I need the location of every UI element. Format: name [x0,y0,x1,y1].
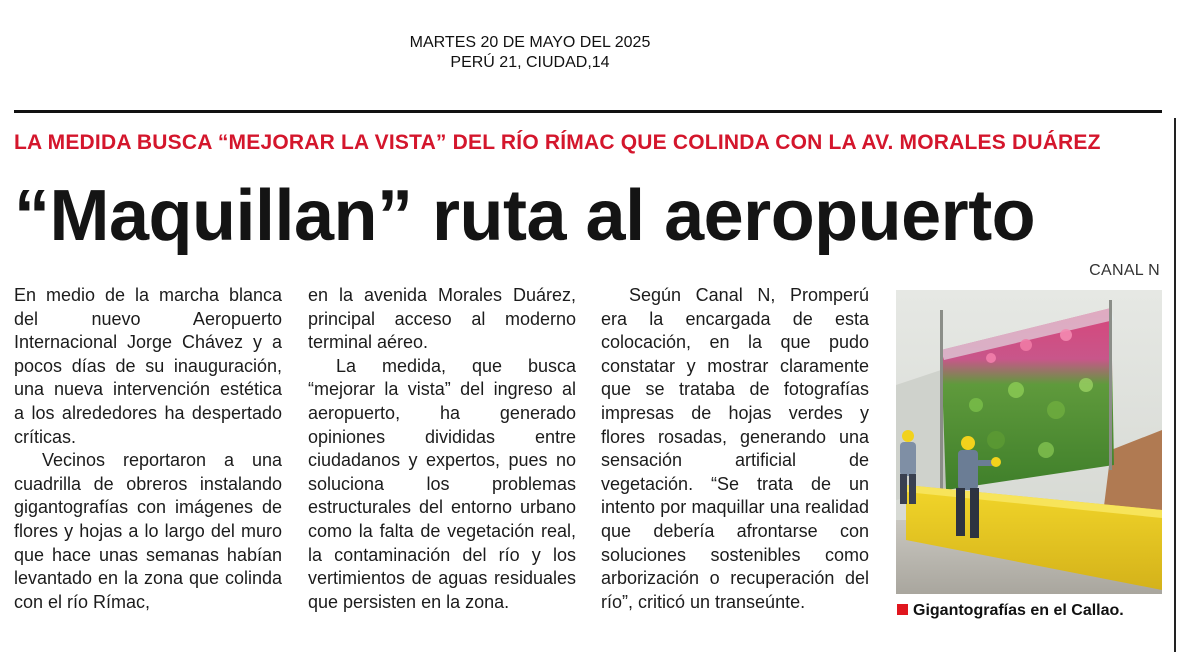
paragraph: en la avenida Morales Duárez, principal acceso al moderno terminal aéreo. [308,285,576,353]
article-kicker: LA MEDIDA BUSCA “MEJORAR LA VISTA” DEL RÍO RÍMAC QUE COLINDA CON LA AV. MORALES DUÁREZ [14,131,1101,154]
top-rule [14,110,1162,113]
paragraph: La medida, que busca “mejorar la vista” del ingreso al aeropuerto, ha generado opiniones divididas entre ciudadanos y expertos, pues no soluciona los problemas estructurales del entorno urbano como la falta de vegetación real, la contaminación del río y los vertimientos de aguas residuales que persisten en la zona. [308,355,576,612]
dateline-source: PERÚ 21, CIUDAD,14 [450,54,610,71]
dateline-date: MARTES 20 DE MAYO DEL 2025 [409,34,651,51]
photo-illustration [896,290,1162,594]
article-photo [896,290,1162,594]
photo-caption [897,602,1167,620]
paragraph: En medio de la marcha blanca del nuevo Aeropuerto Internacional Jorge Chávez y a pocos días de su inauguración, una nueva intervención estética a los alrededores ha despertado críticas. [14,285,282,447]
paragraph: Según Canal N, Promperú era la encargada de esta colocación, en la que pudo constatar y mostrar claramente que se trataba de fotografías impresas de hojas verdes y flores rosadas, generando una sensación artificial de vegetación. “Se trata de un intento por maquillar una realidad que debería afrontarse con soluciones sostenibles como arborización o recuperación del río”, criticó un transeúnte. [601,285,869,612]
dateline-block [350,33,710,73]
photo-credit: CANAL N [1089,262,1160,279]
photo-caption-text: Gigantografías en el Callao. [913,602,1124,619]
right-rule [1174,118,1176,652]
article-column-3 [601,284,869,614]
article-column-2 [308,284,576,614]
paragraph: Vecinos reportaron a una cuadrilla de obreros instalando gigantografías con imágenes de flores y hojas a lo largo del muro que hace unas semanas habían levantado en la zona que colinda con el río Rímac, [14,450,282,612]
article-column-1 [14,284,282,614]
caption-marker-icon [897,604,908,615]
article-headline: “Maquillan” ruta al aeropuerto [14,176,1036,256]
